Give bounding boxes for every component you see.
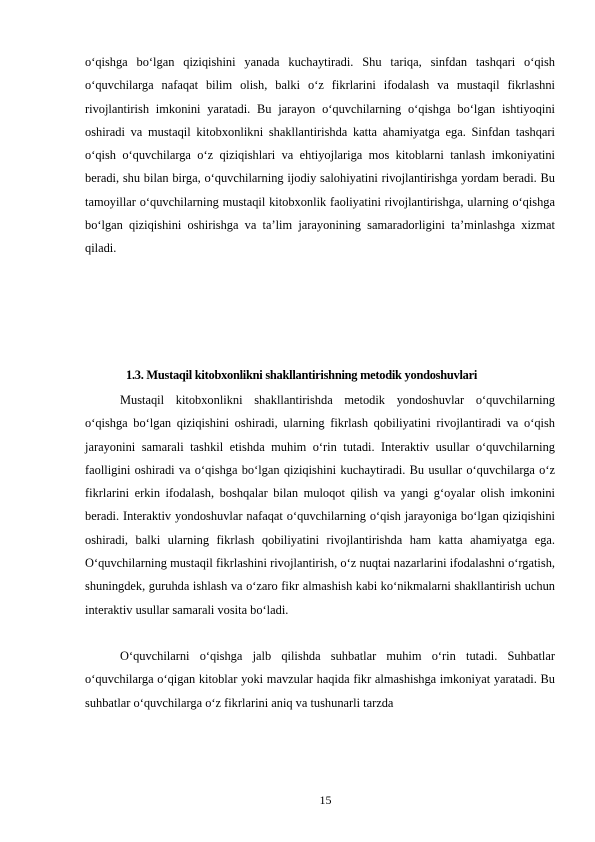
page-number: 15 <box>319 793 332 807</box>
section-heading: 1.3. Mustaqil kitobxonlikni shakllantirishning metodik yondoshuvlari <box>126 368 478 382</box>
paragraph-continued: o‘qishga bo‘lgan qiziqishini yanada kuchaytiradi. Shu tariqa, sinfdan tashqari o‘qish o‘quvchilarga nafaqat bilim olish, balki o‘z fikrlarini ifodalash va mustaqil fikrlashni rivojlantirish imkonini yaratadi. Bu jarayon o‘quvchilarning o‘qishga bo‘lgan ishtiyoqini oshiradi va mustaqil kitobxonlikni shakllantirishda katta ahamiyatga ega. Sinfdan tashqari o‘qish o‘quvchilarga o‘z qiziqishlari va ehtiyojlariga mos kitoblarni tanlash imkoniyatini beradi, shu bilan birga, o‘quvchilarning ijodiy salohiyatini rivojlantirishga yordam beradi. Bu tamoyillar o‘quvchilarning mustaqil kitobxonlik faoliyatini rivojlantirishga, ularning o‘qishga bo‘lgan qiziqishini oshirishga va ta’lim jarayonining samaradorligini ta’minlashga xizmat qiladi. <box>85 55 555 256</box>
paragraph-methodology: Mustaqil kitobxonlikni shakllantirishda metodik yondoshuvlar o‘quvchilarning o‘qishga bo‘lgan qiziqishini oshiradi, ularning fikrlash qobiliyatini rivojlantiradi va o‘qish jarayonini samarali tashkil etishda muhim o‘rin tutadi. Interaktiv usullar o‘quvchilarning faolligini oshiradi va o‘qishga bo‘lgan qiziqishini kuchaytiradi. Bu usullar o‘quvchilarga o‘z fikrlarini erkin ifodalash, boshqalar bilan muloqot qilish va yangi g‘oyalar olish imkonini beradi. Interaktiv yondoshuvlar nafaqat o‘quvchilarning o‘qish jarayoniga bo‘lgan qiziqishini oshiradi, balki ularning fikrlash qobiliyatini rivojlantirishda ham katta ahamiyatga ega. O‘quvchilarning mustaqil fikrlashini rivojlantirish, o‘z nuqtai nazarlarini ifodalashni o‘rgatish, shuningdek, guruhda ishlash va o‘zaro fikr almashish kabi ko‘nikmalarni shakllantirish uchun interaktiv usullar samarali vosita bo‘ladi. <box>85 393 555 617</box>
paragraph-conversations: O‘quvchilarni o‘qishga jalb qilishda suhbatlar muhim o‘rin tutadi. Suhbatlar o‘quvchilarga o‘qigan kitoblar yoki mavzular haqida fikr almashishga imkoniyat yaratadi. Bu suhbatlar o‘quvchilarga o‘z fikrlarini aniq va tushunarli tarzda <box>85 649 555 710</box>
